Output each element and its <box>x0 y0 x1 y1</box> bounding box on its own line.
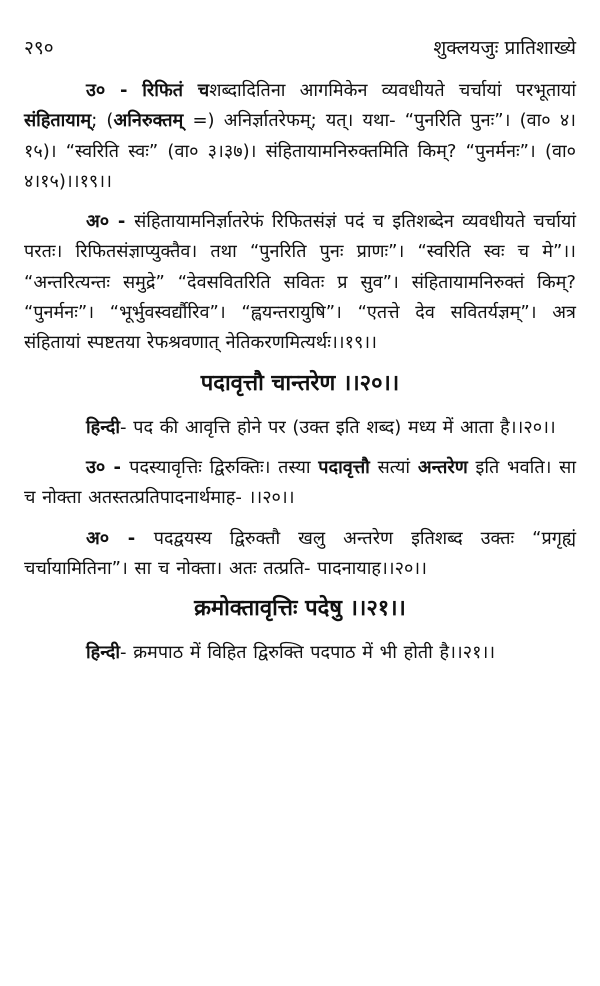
bold-term: अ० - <box>86 211 135 233</box>
bold-term: हिन्दी <box>86 416 121 438</box>
page-header <box>24 0 576 60</box>
anant-commentary-20 <box>24 524 576 585</box>
text-run: संहितायामनिर्ज्ञातरेफं रिफितसंज्ञं पदं च इतिशब्देन व्यवधीयते चर्चायां परतः। रिफितसंज्ञाप्युक्तैव। तथा “पुनरिति पुनः प्राणः”। “स्वरिति स्वः च मे”।। “अन्तरित्यन्तः समुद्रे” “देवसवितरिति सवितः प्र सुव”। संहितायामनिरुक्तं किम्? “पुनर्मनः”। “भूर्भुवस्वर्द्यौरिव”। “ह्वयन्तरायुषि”। “एतत्ते देव सवितर्यज्ञम्”। अत्र संहितायां स्पष्टतया रेफश्रवणात् नेतिकरणमित्यर्थः।।१९।। <box>24 211 576 354</box>
bold-term: अनिरुक्तम् <box>113 110 184 132</box>
text-run: =) अनिर्ज्ञातरेफम्; यत्। यथा- “पुनरिति पुनः”। (वा० ४।१५)। “स्वरिति स्वः” (वा० ३।३७)। संहितायामनिरुक्तमिति किम्? “पुनर्मनः”। (वा० ४।१५)।।१९।। <box>24 110 576 192</box>
anant-commentary-19 <box>24 207 576 358</box>
sutra-20-heading: पदावृत्तौ चान्तरेण ।।२०।। <box>200 370 400 396</box>
hindi-translation-21 <box>24 638 576 668</box>
text-run: पदस्यावृत्तिः द्विरुक्तिः। तस्या <box>129 456 319 478</box>
page-number: २९० <box>24 37 54 59</box>
running-title: शुक्लयजुः प्रातिशाख्ये <box>433 37 576 59</box>
sutra-21-heading: क्रमोक्तावृत्तिः पदेषु ।।२१।। <box>194 596 406 622</box>
bold-term: संहितायाम् <box>24 110 92 132</box>
text-run: ; ( <box>91 110 114 132</box>
text-run: इति भवति। सा च नोक्ता अतस्तत्प्रतिपादनार्थमाह- ।।२०।। <box>24 456 576 509</box>
text-run: - क्रमपाठ में विहित द्विरुक्ति पदपाठ में भी होती है।।२१।। <box>120 642 496 664</box>
uvata-commentary-19 <box>24 76 576 197</box>
text-run: शब्दादितिना आगमिकेन व्यवधीयते चर्चायां परभूतायां <box>209 80 576 101</box>
text-run: - पद की आवृत्ति होने पर (उक्त इति शब्द) मध्य में आता है।।२०।। <box>120 416 556 438</box>
bold-term: अ० - <box>86 527 154 549</box>
bold-term: अन्तरेण <box>417 456 468 478</box>
bold-term: हिन्दी <box>86 642 121 664</box>
bold-term: उ० - <box>86 456 130 478</box>
hindi-translation-20 <box>24 413 576 443</box>
bold-term: रिफितं च <box>142 80 210 101</box>
page-content <box>24 76 576 678</box>
text-run: सत्यां <box>369 456 418 478</box>
bold-term: पदावृत्तौ <box>318 456 370 478</box>
bold-term: उ० - <box>86 80 143 101</box>
uvata-commentary-20 <box>24 453 576 514</box>
text-run: पदद्वयस्य द्विरुक्तौ खलु अन्तरेण इतिशब्द उक्तः “प्रगृह्यं चर्चायामितिना”। सा च नोक्ता। अतः तत्प्रति- पादनायाह।।२०।। <box>24 527 576 579</box>
